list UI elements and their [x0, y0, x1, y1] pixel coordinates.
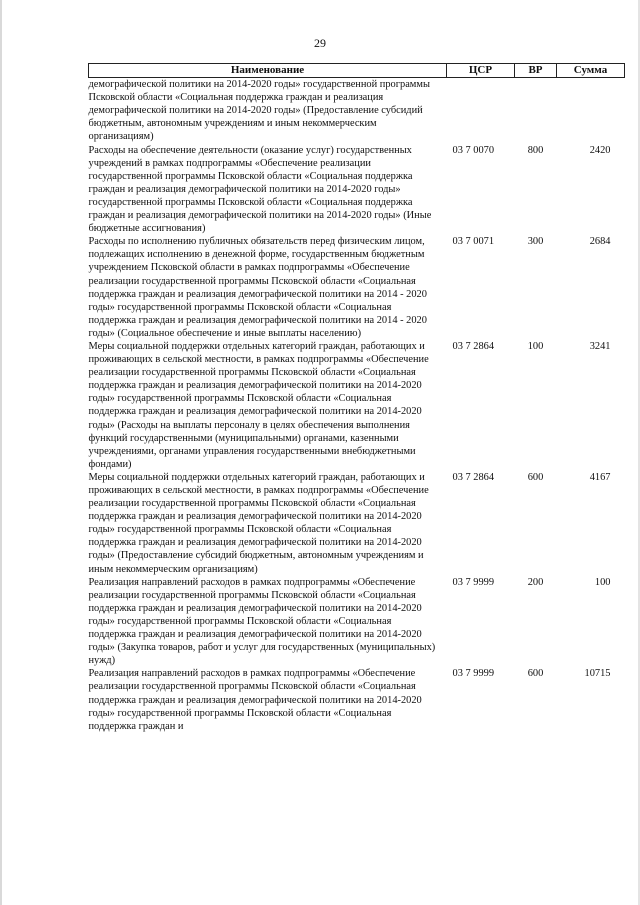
row-name: Меры социальной поддержки отдельных категорий граждан, работающих и проживающих в сельской местности, в рамках подпрограммы «Обеспечение реализации государственной программы Псковской области «Социальная поддержка граждан и реализация демографической политики на 2014-2020 годы» государственной программы Псковской области «Социальная поддержка граждан и реализация демографической политики на 2014-2020 годы» (Предоставление субсидий бюджетным, автономным учреждениям и иным некоммерческим организациям)	[88, 471, 429, 575]
row-name: Расходы по исполнению публичных обязательств перед физическим лицом, подлежащих исполнению в денежной форме, государственным бюджетным учреждением Псковской области в рамках подпрограммы «Обеспечение реализации государственной программы Псковской области «Социальная поддержка граждан и реализация демографической политики на 2014 - 2020 годы» государственной программы Псковской области «Социальная поддержка граждан и реализация демографической политики на 2014 - 2020 годы» (Социальное обеспечение и иные выплаты населению)	[88, 236, 427, 339]
row-vr: 600	[527, 668, 544, 680]
table-header-row	[89, 64, 625, 78]
table-row	[89, 78, 625, 144]
table-row	[89, 471, 625, 576]
table-body	[89, 78, 625, 733]
row-sum: 4167	[589, 471, 611, 483]
header-sum: Сумма	[557, 64, 625, 78]
table-row	[89, 340, 625, 471]
header-name: Наименование	[89, 64, 447, 78]
table-row	[89, 576, 625, 668]
row-csr: 03 7 9999	[452, 668, 495, 680]
row-sum	[557, 78, 625, 144]
row-name: демографической политики на 2014-2020 годы» государственной программы Псковской области «Социальная поддержка граждан и реализация демографической политики на 2014-2020 годы» (Предоставление субсидий бюджетным, автономным учреждениям и иным некоммерческим организациям)	[88, 79, 430, 143]
row-csr: 03 7 0071	[452, 236, 495, 248]
row-vr	[515, 78, 557, 144]
row-name: Меры социальной поддержки отдельных категорий граждан, работающих и проживающих в сельской местности, в рамках подпрограммы «Обеспечение реализации государственной программы Псковской области «Социальная поддержка граждан и реализация демографической политики на 2014-2020 годы» государственной программы Псковской области «Социальная поддержка граждан и реализация демографической политики на 2014-2020 годы» (Расходы на выплаты персоналу в целях обеспечения выполнения функций государственными (муниципальными) органами, казенными учреждениями, органами управления государственными внебюджетными фондами)	[88, 340, 429, 470]
page-number: 29	[314, 36, 326, 50]
row-vr: 800	[527, 144, 544, 156]
row-vr: 200	[527, 576, 544, 588]
header-csr: ЦСР	[447, 64, 515, 78]
row-csr: 03 7 2864	[452, 471, 495, 483]
row-sum: 3241	[589, 340, 611, 352]
budget-table	[88, 63, 625, 733]
table-row	[89, 235, 625, 340]
row-sum: 2420	[589, 144, 611, 156]
row-vr: 100	[527, 340, 544, 352]
row-vr: 300	[527, 236, 544, 248]
table-row	[89, 667, 625, 732]
row-vr: 600	[527, 471, 544, 483]
row-sum: 2684	[589, 236, 611, 248]
row-name: Реализация направлений расходов в рамках подпрограммы «Обеспечение реализации государственной программы Псковской области «Социальная поддержка граждан и реализация демографической политики на 2014-2020 годы» государственной программы Псковской области «Социальная поддержка граждан и	[88, 668, 422, 732]
header-vr: ВР	[515, 64, 557, 78]
row-csr: 03 7 9999	[452, 576, 495, 588]
row-csr: 03 7 2864	[452, 340, 495, 352]
scan-edge-left	[0, 0, 2, 905]
row-name: Расходы на обеспечение деятельности (оказание услуг) государственных учреждений в рамках подпрограммы «Обеспечение реализации государственной программы Псковской области «Социальная поддержка граждан и реализация демографической политики на 2014-2020 годы» государственной программы Псковской области «Социальная поддержка граждан и реализация демографической политики на 2014-2020 годы» (Иные бюджетные ассигнования)	[88, 144, 432, 235]
row-sum: 10715	[584, 668, 611, 680]
row-csr: 03 7 0070	[452, 144, 495, 156]
row-csr	[447, 78, 515, 144]
row-name: Реализация направлений расходов в рамках подпрограммы «Обеспечение реализации государственной программы Псковской области «Социальная поддержка граждан и реализация демографической политики на 2014-2020 годы» государственной программы Псковской области «Социальная поддержка граждан и реализация демографической политики на 2014-2020 годы» (Закупка товаров, работ и услуг для государственных (муниципальных) нужд)	[88, 576, 436, 667]
table-row	[89, 144, 625, 236]
row-sum: 100	[594, 576, 611, 588]
